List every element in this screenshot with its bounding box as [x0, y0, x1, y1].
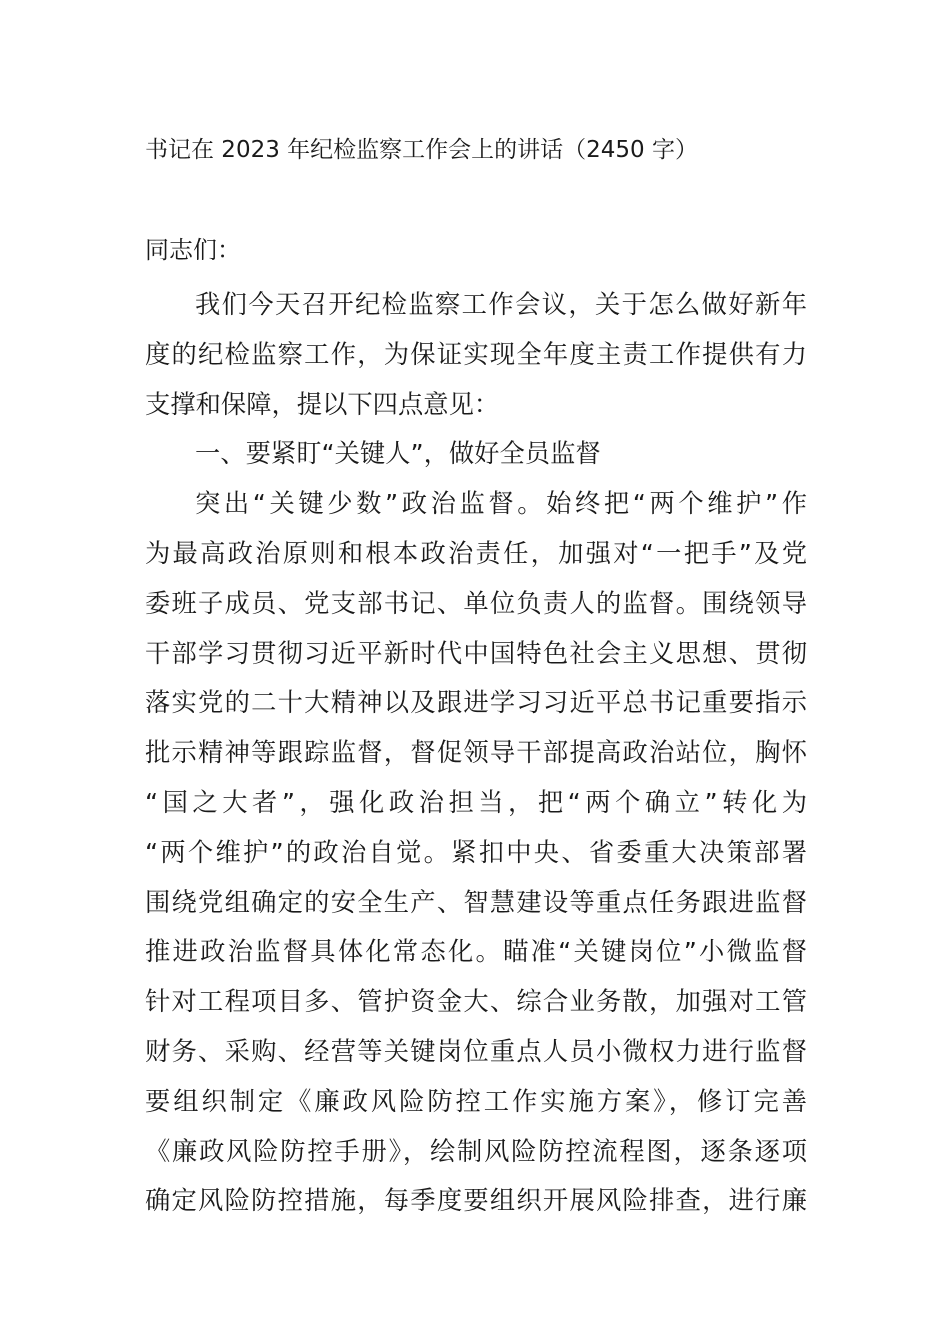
- body-line: 推进政治监督具体化常态化。瞄准“关键岗位”小微监督: [145, 937, 807, 967]
- document-title: 书记在 2023 年纪检监察工作会上的讲话（2450 字）: [145, 137, 698, 163]
- body-line: 围绕党组确定的安全生产、智慧建设等重点任务跟进监督: [145, 887, 807, 917]
- section-heading: 一、要紧盯“关键人”，做好全员监督: [195, 439, 601, 469]
- body-line: 《廉政风险防控手册》，绘制风险防控流程图，逐条逐项: [145, 1136, 807, 1166]
- body-line: “国之大者”，强化政治担当，把“两个确立”转化为: [145, 787, 807, 817]
- body-line: 确定风险防控措施，每季度要组织开展风险排查，进行廉: [145, 1186, 807, 1216]
- body-line: 为最高政治原则和根本政治责任，加强对“一把手”及党: [145, 538, 807, 568]
- greeting: 同志们：: [145, 236, 241, 264]
- body-line: 批示精神等跟踪监督，督促领导干部提高政治站位，胸怀: [145, 738, 807, 768]
- body-line: 度的纪检监察工作，为保证实现全年度主责工作提供有力: [145, 339, 807, 369]
- body-line: 要组织制定《廉政风险防控工作实施方案》，修订完善: [145, 1086, 807, 1116]
- body-text: [145, 280, 807, 1226]
- body-line: 财务、采购、经营等关键岗位重点人员小微权力进行监督: [145, 1036, 807, 1066]
- body-line: “两个维护”的政治自觉。紧扣中央、省委重大决策部署: [145, 837, 807, 867]
- body-line: 我们今天召开纪检监察工作会议，关于怎么做好新年: [195, 290, 807, 319]
- body-line: 支撑和保障，提以下四点意见：: [145, 389, 500, 419]
- body-line: 突出“关键少数”政治监督。始终把“两个维护”作: [195, 489, 807, 519]
- body-line: 委班子成员、党支部书记、单位负责人的监督。围绕领导: [145, 588, 807, 618]
- body-line: 针对工程项目多、管护资金大、综合业务散，加强对工管: [145, 987, 807, 1017]
- body-line: 干部学习贯彻习近平新时代中国特色社会主义思想、贯彻: [145, 638, 807, 668]
- body-line: 落实党的二十大精神以及跟进学习习近平总书记重要指示: [145, 688, 807, 718]
